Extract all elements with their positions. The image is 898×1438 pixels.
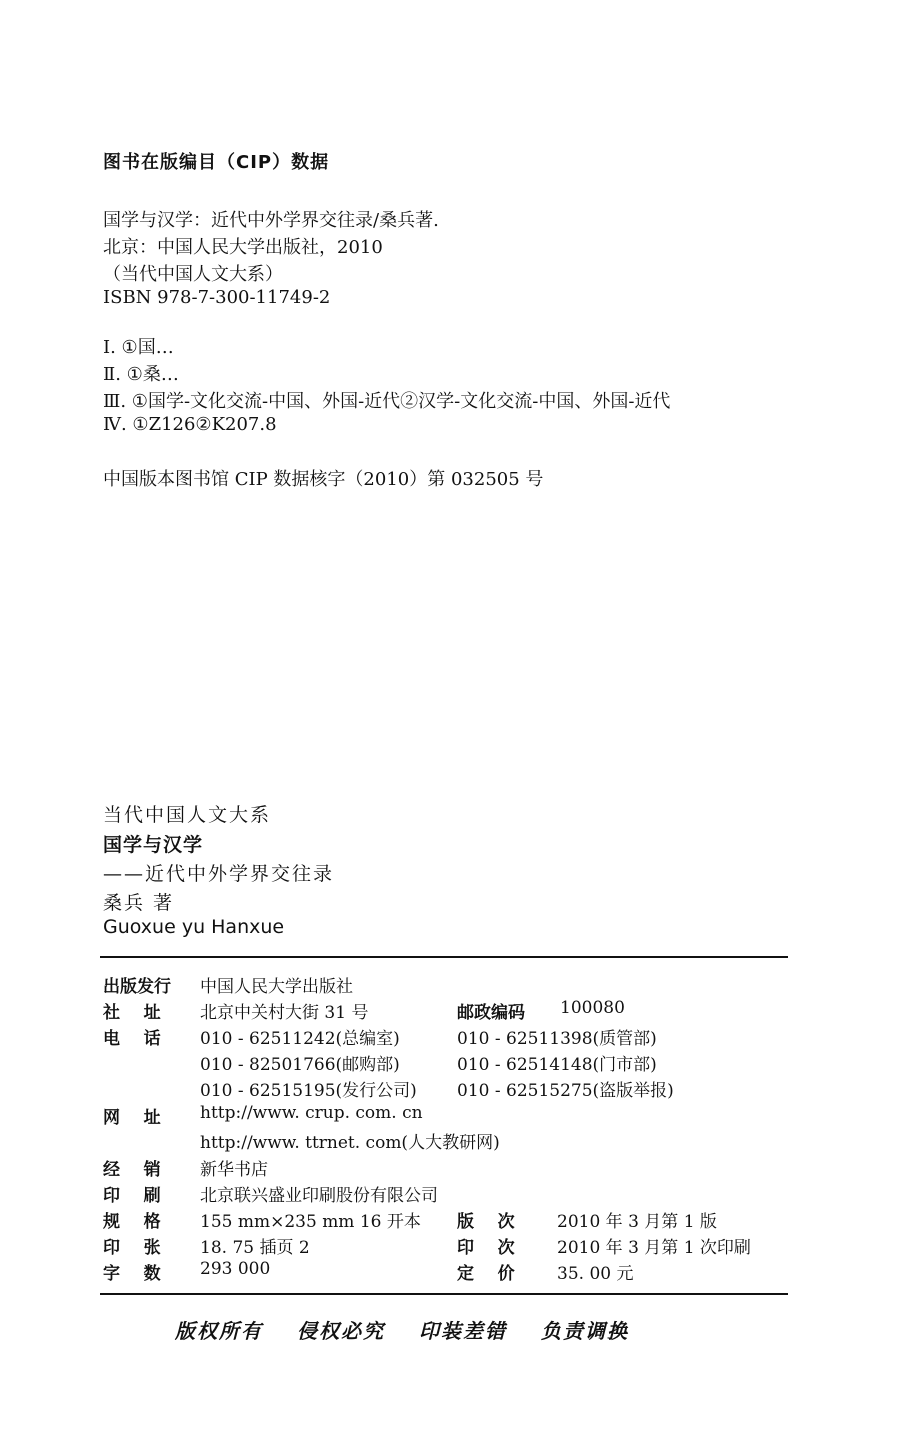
classification-line: Ⅰ. ①国…: [103, 337, 174, 358]
footer-phrase: 侵权必究: [297, 1319, 385, 1343]
top-rule: [100, 956, 788, 958]
word-count-label: 字 数: [103, 1264, 161, 1284]
website-label: 网 址: [103, 1108, 161, 1128]
address-label: 社 址: [103, 1003, 161, 1023]
spec-value: 155 mm×235 mm 16 开本: [200, 1212, 421, 1232]
edition-label: 版 次: [457, 1212, 515, 1232]
footer-phrase: 印装差错: [419, 1319, 507, 1343]
cip-core-number: 中国版本图书馆 CIP 数据核字（2010）第 032505 号: [103, 469, 544, 490]
phone-value: 010 - 62515195(发行公司): [200, 1081, 417, 1101]
printing-label: 印 次: [457, 1238, 515, 1258]
price-value: 35. 00 元: [557, 1264, 634, 1284]
book-pinyin-title: Guoxue yu Hanxue: [103, 916, 285, 938]
book-subtitle: ——近代中外学界交往录: [103, 863, 335, 885]
sheets-label: 印 张: [103, 1238, 161, 1258]
printer-value: 北京联兴盛业印刷股份有限公司: [200, 1186, 438, 1206]
printing-value: 2010 年 3 月第 1 次印刷: [557, 1238, 751, 1258]
cip-heading: 图书在版编目（CIP）数据: [103, 152, 330, 173]
price-label: 定 价: [457, 1264, 515, 1284]
edition-value: 2010 年 3 月第 1 版: [557, 1212, 717, 1232]
cip-line: 北京：中国人民大学出版社，2010: [103, 237, 383, 258]
footer-phrase: 负责调换: [541, 1319, 629, 1343]
word-count-value: 293 000: [200, 1259, 271, 1279]
printer-label: 印 刷: [103, 1186, 161, 1206]
distributor-value: 新华书店: [200, 1160, 268, 1180]
phone-value: 010 - 62514148(门市部): [457, 1055, 657, 1075]
cip-line: （当代中国人文大系）: [103, 264, 283, 285]
phone-value: 010 - 82501766(邮购部): [200, 1055, 400, 1075]
sheets-value: 18. 75 插页 2: [200, 1238, 310, 1258]
classification-line: Ⅱ. ①桑…: [103, 364, 179, 385]
cip-line: 国学与汉学：近代中外学界交往录/桑兵著.: [103, 210, 439, 231]
bottom-rule: [100, 1293, 788, 1295]
footer-phrase: 版权所有: [175, 1319, 263, 1343]
publisher-label: 出版发行: [103, 977, 171, 997]
publisher-value: 中国人民大学出版社: [200, 977, 353, 997]
website-link[interactable]: http://www. crup. com. cn: [200, 1103, 423, 1123]
series-name: 当代中国人文大系: [103, 804, 272, 826]
phone-value: 010 - 62515275(盗版举报): [457, 1081, 674, 1101]
book-title: 国学与汉学: [103, 834, 204, 856]
spec-label: 规 格: [103, 1212, 161, 1232]
classification-line: Ⅳ. ①Z126②K207.8: [103, 414, 277, 435]
copyright-notice: [175, 1315, 663, 1344]
phone-value: 010 - 62511242(总编室): [200, 1029, 400, 1049]
phone-label: 电 话: [103, 1029, 161, 1049]
postcode-value: 100080: [560, 998, 625, 1018]
cip-line: ISBN 978-7-300-11749-2: [103, 287, 331, 308]
distributor-label: 经 销: [103, 1160, 161, 1180]
postcode-label: 邮政编码: [457, 1003, 525, 1023]
phone-value: 010 - 62511398(质管部): [457, 1029, 657, 1049]
address-value: 北京中关村大街 31 号: [200, 1003, 369, 1023]
website-link[interactable]: http://www. ttrnet. com(人大教研网): [200, 1133, 500, 1153]
book-author: 桑兵 著: [103, 892, 175, 914]
classification-line: Ⅲ. ①国学-文化交流-中国、外国-近代②汉学-文化交流-中国、外国-近代: [103, 391, 671, 412]
